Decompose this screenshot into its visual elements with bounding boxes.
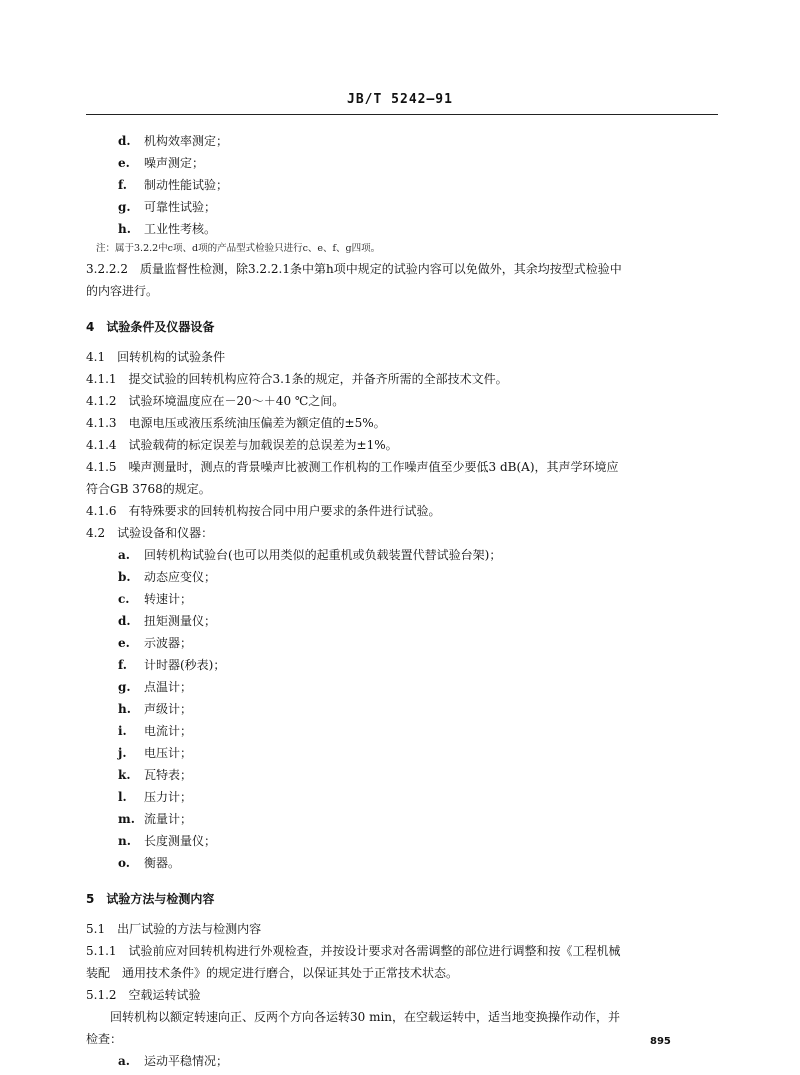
clause-4-1-5-line1: 4.1.5 噪声测量时，测点的背景噪声比被测工作机构的工作噪声值至少要低3 dB(A)，其声学环境应 [86,460,619,474]
clause-4-1-4: 4.1.4 试验载荷的标定误差与加载误差的总误差为±1%。 [86,438,398,452]
header-rule [86,114,718,115]
list-item: h. 声级计； [118,702,193,716]
clause-4-1-1: 4.1.1 提交试验的回转机构应符合3.1条的规定，并备齐所需的全部技术文件。 [86,372,508,386]
clause-4-1-2: 4.1.2 试验环境温度应在－20～＋40 ℃之间。 [86,394,345,408]
page-number: 895 [650,1036,671,1047]
list-item: c. 转速计； [118,592,193,606]
list-item: d. 机构效率测定； [118,134,229,148]
list-item: f. 计时器(秒表)； [118,658,226,672]
list-item: b. 动态应变仪； [118,570,217,584]
section-4-heading: 4 试验条件及仪器设备 [86,320,215,334]
list-item: o. 衡器。 [118,856,181,870]
clause-3-2-2-2-line2: 的内容进行。 [86,284,159,298]
list-item: e. 噪声测定； [118,156,205,170]
document-body [86,130,718,1072]
clause-4-2: 4.2 试验设备和仪器： [86,526,214,540]
note: 注：属于3.2.2中c项、d项的产品型式检验只进行c、e、f、g四项。 [96,243,381,254]
page-header-code: JB/T 5242—91 [347,92,453,107]
clause-5-1-2-para-line1: 回转机构以额定转速向正、反两个方向各运转30 min，在空载运转中，适当地变换操作动作，并 [110,1010,621,1024]
list-item: j. 电压计； [118,746,193,760]
list-item: h. 工业性考核。 [118,222,217,236]
clause-5-1-1-line1: 5.1.1 试验前应对回转机构进行外观检查，并按设计要求对各需调整的部位进行调整和按《工程机械 [86,944,621,958]
clause-5-1-1-line2: 装配 通用技术条件》的规定进行磨合，以保证其处于正常技术状态。 [86,966,459,980]
clause-4-1-5-line2: 符合GB 3768的规定。 [86,482,211,496]
list-item: d. 扭矩测量仪； [118,614,217,628]
clause-4-1-6: 4.1.6 有特殊要求的回转机构按合同中用户要求的条件进行试验。 [86,504,441,518]
list-item: g. 可靠性试验； [118,200,217,214]
clause-3-2-2-2-line1: 3.2.2.2 质量监督性检测，除3.2.2.1条中第h项中规定的试验内容可以免做外，其余均按型式检验中 [86,262,622,276]
list-item: e. 示波器； [118,636,193,650]
list-item: f. 制动性能试验； [118,178,229,192]
list-item: l. 压力计； [118,790,193,804]
list-item: a. 回转机构试验台(也可以用类似的起重机或负载装置代替试验台架)； [118,548,502,562]
section-5-heading: 5 试验方法与检测内容 [86,892,215,906]
clause-4-1: 4.1 回转机构的试验条件 [86,350,226,364]
list-item: k. 瓦特表； [118,768,193,782]
list-item: a. 运动平稳情况； [118,1054,229,1068]
list-item: g. 点温计； [118,680,193,694]
clause-5-1: 5.1 出厂试验的方法与检测内容 [86,922,262,936]
clause-4-1-3: 4.1.3 电源电压或液压系统油压偏差为额定值的±5%。 [86,416,386,430]
list-item: m. 流量计； [118,812,193,826]
list-item: n. 长度测量仪； [118,834,217,848]
list-item: i. 电流计； [118,724,193,738]
clause-5-1-2-para-line2: 检查： [86,1032,123,1046]
clause-5-1-2: 5.1.2 空载运转试验 [86,988,201,1002]
